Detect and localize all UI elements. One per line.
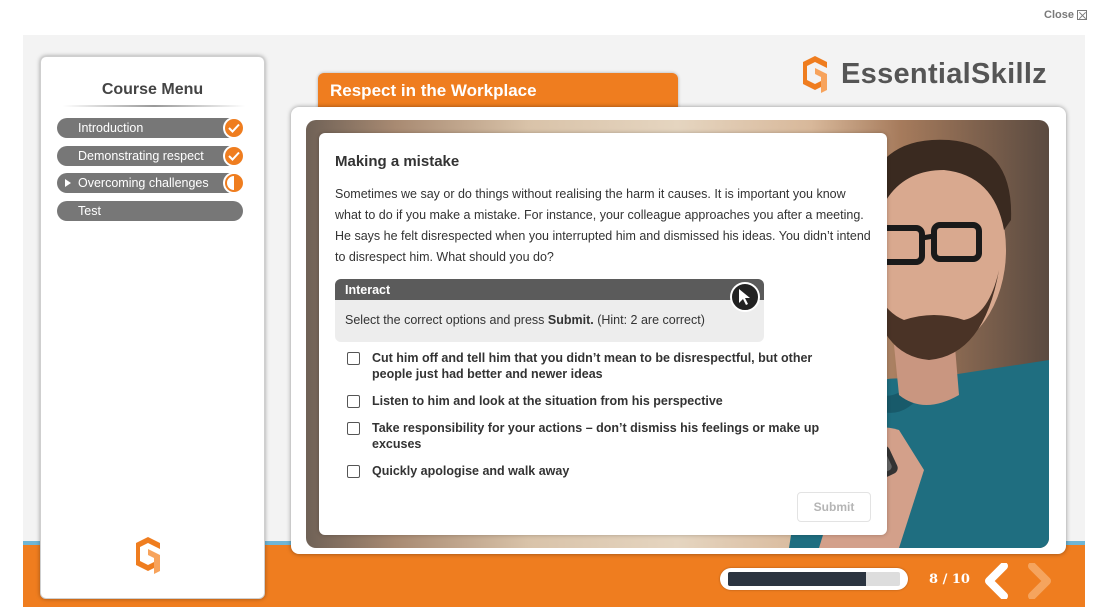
option-label: Cut him off and tell him that you didn’t mean to be disrespectful, but other people just had better and newer ideas <box>372 351 813 381</box>
menu-item-demonstrating-respect[interactable] <box>57 146 243 166</box>
card-body: Sometimes we say or do things without realising the harm it causes. It is important you know what to do if you make a mistake. For instance, your colleague approaches you after a meeting. He says he felt disrespected when you interrupted him and dismissed his ideas. You didn’t intend to disrespect him. What should you do? <box>335 187 871 264</box>
complete-check-icon <box>223 145 245 167</box>
course-menu-title: Course Menu <box>101 81 204 98</box>
course-menu-panel <box>40 56 265 599</box>
close-icon <box>1077 10 1087 20</box>
interact-instructions <box>335 300 764 327</box>
page-counter: 8 / 10 <box>929 572 970 587</box>
option-checkbox-3[interactable] <box>347 420 847 452</box>
brand-name: EssentialSkillz <box>841 57 1047 90</box>
close-label: Close <box>1044 9 1074 21</box>
next-button[interactable] <box>1026 563 1054 604</box>
cursor-icon <box>730 282 760 312</box>
checkbox[interactable] <box>347 422 360 435</box>
question-card <box>319 133 887 535</box>
progress-bar <box>720 568 908 590</box>
instruction-bold: Submit. <box>547 313 594 327</box>
instruction-hint: (Hint: 2 are correct) <box>593 313 705 327</box>
menu-item-label: Demonstrating respect <box>78 149 204 163</box>
menu-item-label: Introduction <box>78 121 144 135</box>
checkbox[interactable] <box>347 465 360 478</box>
submit-button[interactable]: Submit <box>797 492 871 522</box>
option-checkbox-1[interactable] <box>347 350 847 382</box>
option-checkbox-2[interactable] <box>347 393 847 409</box>
interact-header: Interact <box>335 279 764 300</box>
chevron-right-icon <box>1026 563 1054 599</box>
half-progress-icon <box>223 172 245 194</box>
option-checkbox-4[interactable] <box>347 463 847 479</box>
divider <box>63 105 245 107</box>
checkbox[interactable] <box>347 395 360 408</box>
option-label: Listen to him and look at the situation from his perspective <box>372 394 723 408</box>
course-title: Respect in the Workplace <box>330 81 537 100</box>
current-arrow-icon <box>65 179 71 187</box>
previous-button[interactable] <box>982 563 1010 604</box>
option-label: Quickly apologise and walk away <box>372 464 570 478</box>
menu-item-overcoming-challenges[interactable] <box>57 173 243 193</box>
course-title-tab <box>318 73 678 109</box>
brand-mark-icon <box>801 54 835 94</box>
interact-box <box>335 279 764 342</box>
brand-logo <box>801 54 1047 94</box>
card-title: Making a mistake <box>335 153 460 170</box>
close-button[interactable] <box>1044 9 1087 21</box>
checkbox[interactable] <box>347 352 360 365</box>
chevron-left-icon <box>982 563 1010 599</box>
menu-item-introduction[interactable] <box>57 118 243 138</box>
progress-fill <box>728 572 866 586</box>
menu-item-test[interactable] <box>57 201 243 221</box>
instruction-text: Select the correct options and press <box>345 313 548 327</box>
option-label: Take responsibility for your actions – don’t dismiss his feelings or make up excuses <box>372 421 820 451</box>
complete-check-icon <box>223 117 245 139</box>
menu-item-label: Overcoming challenges <box>78 176 209 190</box>
menu-item-label: Test <box>78 204 101 218</box>
progress-track <box>728 572 900 586</box>
brand-mark-icon <box>134 535 168 580</box>
